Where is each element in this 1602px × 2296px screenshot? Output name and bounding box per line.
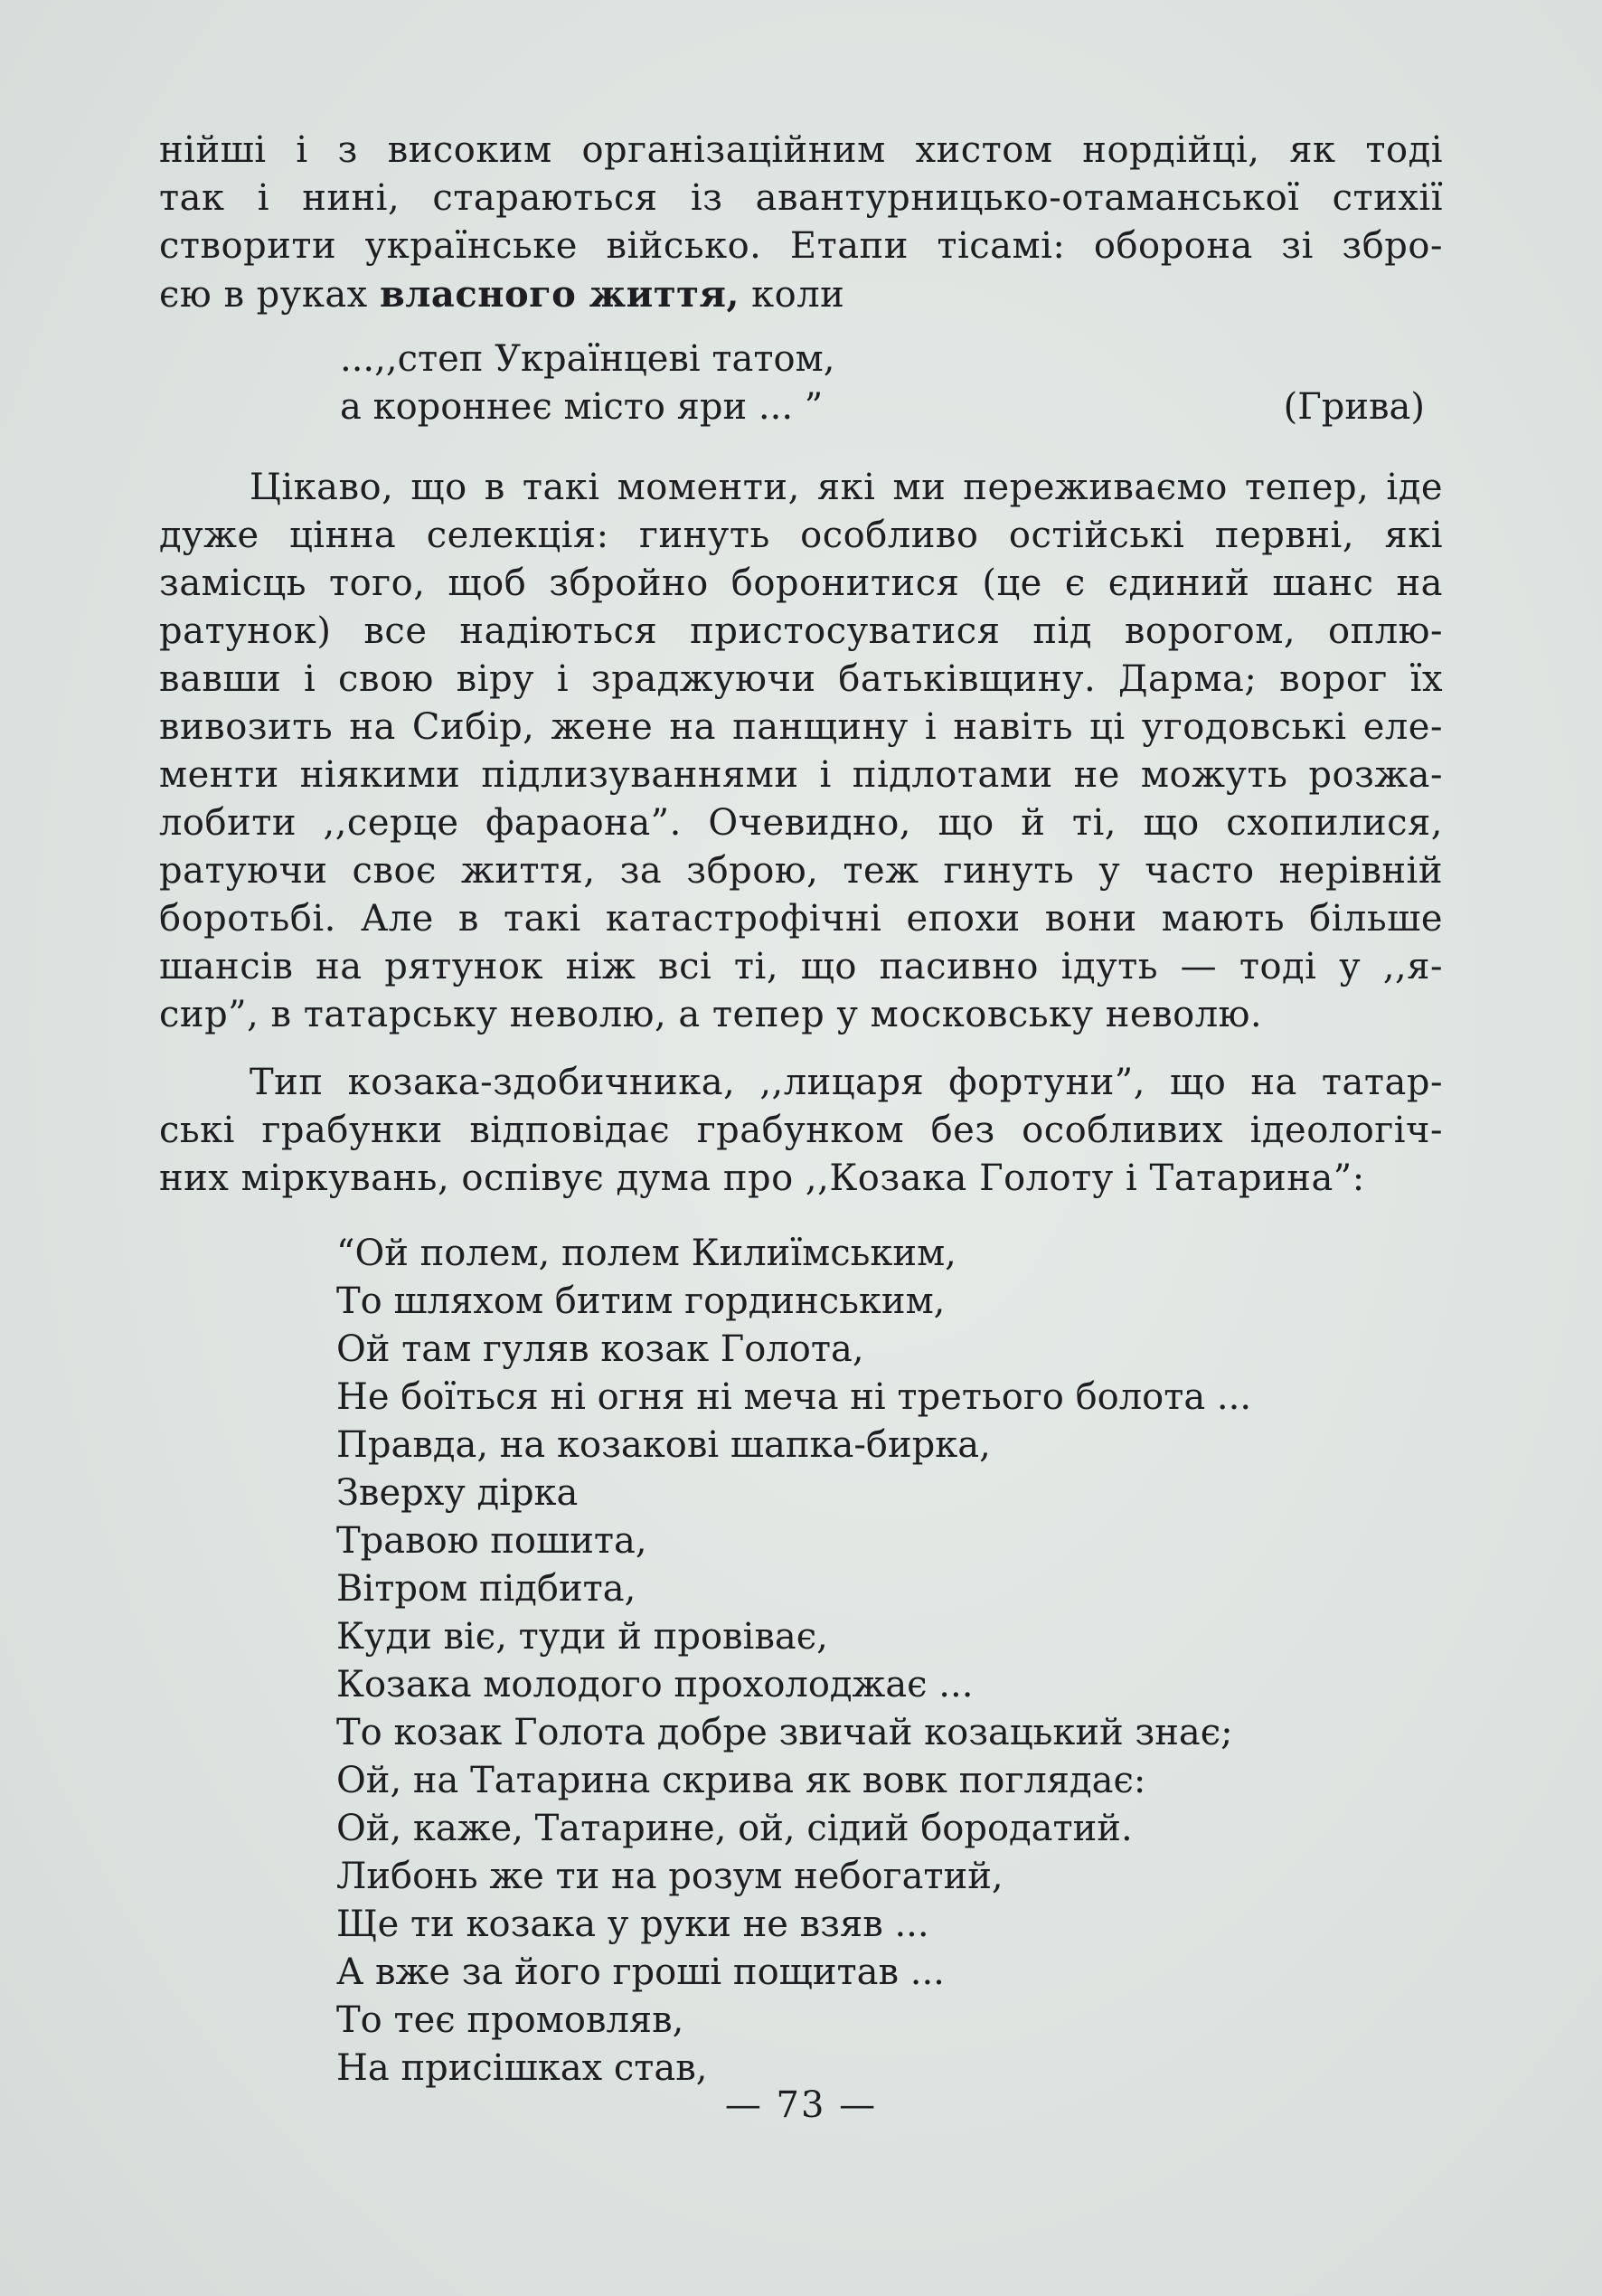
page-text: [159, 127, 1443, 2093]
text-line: шансів на рятунок ніж всі ті, що пасивно ідуть — тоді у ,,я-: [159, 946, 1443, 987]
poem-line: Ще ти козака у руки не взяв ...: [336, 1904, 929, 1945]
text-line: нійші і з високим організаційним хистом нордійці, як тоді: [159, 129, 1443, 171]
verse-quote: [159, 335, 1443, 444]
poem-line: А вже за його гроші пощитав ...: [336, 1951, 945, 1993]
text-line: ські грабунки відповідає грабунком без особливих ідеологіч-: [159, 1110, 1443, 1151]
text-line: Тип козака-здобичника, ,,лицаря фортуни”, що на татар-: [250, 1062, 1443, 1103]
poem-line: Травою пошита,: [336, 1520, 647, 1562]
text-fragment: єю в руках: [159, 274, 380, 316]
poem-line: Правда, на козакові шапка-бирка,: [336, 1424, 991, 1466]
page-number: — 73 —: [724, 2084, 878, 2126]
poem-line: Либонь же ти на розум небогатий,: [336, 1856, 1004, 1897]
paragraph-1: [159, 127, 1443, 319]
quote-attribution: (Грива): [1283, 386, 1425, 428]
text-line: замісць того, щоб збройно боронитися (це є єдиний шанс на: [159, 562, 1443, 604]
text-line: ратуючи своє життя, за зброю, теж гинуть у часто нерівній: [159, 850, 1443, 892]
text-line: боротьбі. Але в такі катастрофічні епохи вони мають більше: [159, 898, 1443, 940]
poem-line: Ой, на Татарина скрива як вовк поглядає:: [336, 1760, 1146, 1801]
poem-line: Куди віє, туди й провіває,: [336, 1616, 828, 1658]
poem-line: Козака молодого прохолоджає ...: [336, 1664, 974, 1705]
duma-poem: [336, 1230, 1443, 2093]
text-fragment: коли: [739, 274, 845, 316]
text-line: вивозить на Сибір, жене на панщину і навіть ці угодовські еле-: [159, 706, 1443, 748]
text-line: них міркувань, оспівує дума про ,,Козака Голоту і Татарина”:: [159, 1157, 1365, 1199]
text-line: так і нині, стараються із авантурницько-отаманської стихії: [159, 177, 1443, 219]
text-line: вавши і свою віру і зраджуючи батьківщину. Дарма; ворог їх: [159, 658, 1443, 700]
paragraph-2: [159, 464, 1443, 1039]
text-line: дуже цінна селекція: гинуть особливо остійські первні, які: [159, 515, 1443, 556]
text-line: сир”, в татарську неволю, а тепер у московську неволю.: [159, 994, 1263, 1035]
poem-line: То козак Голота добре звичай козацький знає;: [336, 1712, 1233, 1753]
text-line: [159, 270, 1443, 319]
poem-line: Зверху дірка: [336, 1472, 579, 1514]
quote-line: ...,,степ Українцеві татом,: [340, 338, 835, 380]
quote-line: а короннеє місто яри ... ”: [340, 386, 824, 428]
poem-line: То теє промовляв,: [336, 1999, 684, 2041]
poem-line: Вітром підбита,: [336, 1568, 636, 1610]
poem-line: Ой там гуляв козак Голота,: [336, 1328, 864, 1370]
poem-line: То шляхом битим гординським,: [336, 1280, 946, 1322]
poem-line: “Ой полем, полем Килиїмським,: [336, 1233, 956, 1274]
text-line: створити українське військо. Етапи тісамі: оборона зі збро-: [159, 225, 1443, 267]
paragraph-3: [159, 1059, 1443, 1203]
text-line: менти ніякими підлизуваннями і підлотами не можуть розжа-: [159, 754, 1443, 796]
text-line: ратунок) все надіються пристосуватися під ворогом, оплю-: [159, 610, 1443, 652]
poem-line: Ой, каже, Татарине, ой, сідий бородатий.: [336, 1808, 1133, 1849]
text-line: Цікаво, що в такі моменти, які ми переживаємо тепер, іде: [250, 467, 1443, 508]
bold-phrase: власного життя,: [379, 273, 740, 316]
poem-line: На присішках став,: [336, 2047, 708, 2089]
poem-line: Не боїться ні огня ні меча ні третього болота ...: [336, 1376, 1252, 1418]
text-line: лобити ,,серце фараона”. Очевидно, що й ті, що схопилися,: [159, 802, 1443, 844]
